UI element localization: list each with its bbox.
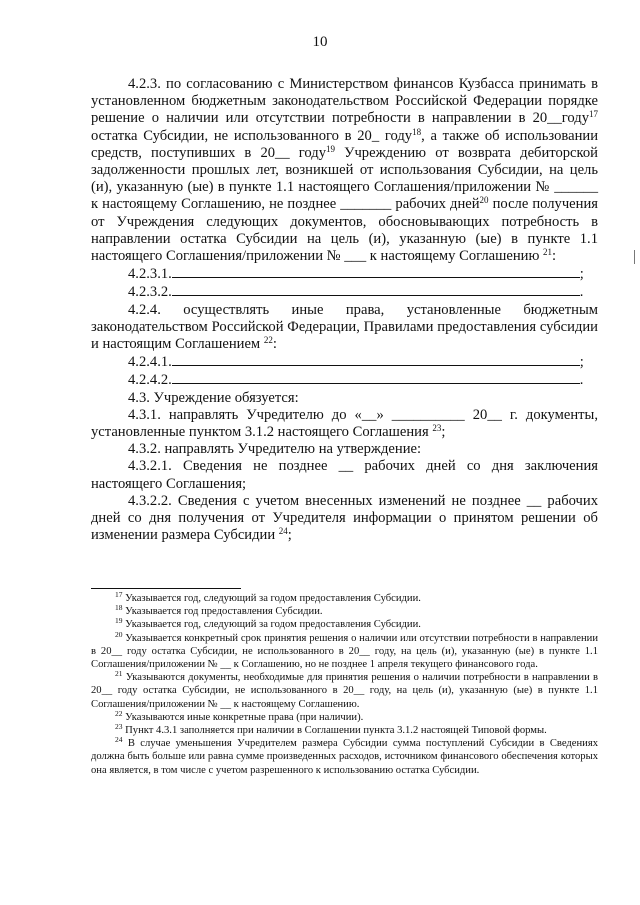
footnote-ref: 20: [479, 195, 489, 206]
footnote: $^{24}$ В случае уменьшения Учредителем размера Субсидии сумма поступлений Субсидии в Сведениях должна быть больше или равна сумме произведенных расходов, источником финансового обеспечения которых она является, в том числе с учетом разрешенного к использованию остатка Субсидии.: [91, 735, 598, 776]
footnote-ref: 19: [326, 143, 335, 154]
clause-4-3-2: 4.3.2. направлять Учредителю на утверждение:: [128, 441, 422, 458]
scan-mark: [634, 250, 635, 264]
footnote-ref: 21: [543, 247, 553, 258]
page-number: 10: [312, 34, 328, 50]
clause-4-3-1: 4.3.1. направлять Учредителю до «__» __________ 20__ г. документы, установленные пунктом 3.1.2 настоящего Соглашения $^{23}$;: [91, 406, 598, 441]
footnote-ref: 24: [278, 526, 288, 537]
footnote: $^{19}$ Указывается год, следующий за годом предоставления Субсидии.: [115, 616, 421, 631]
blank-line: [172, 265, 580, 278]
footnote: $^{22}$ Указываются иные конкретные права (при наличии).: [115, 708, 364, 723]
clause-4-2-3: 4.2.3. по согласованию с Министерством финансов Кузбасса принимать в установленном бюджетным законодательством Российской Федерации порядке решение о наличии или отсутствии потребности в направлении в 20__году$^{17}$ остатка Субсидии, не использованного в 20_ году$^{18}$, а также об использовании средств, поступивших в 20__ году$^{19}$ Учреждению от возврата дебиторской задолженности прошлых лет, возникшей от использования Субсидии, на цель (и), указанную (ые) в пункте 1.1 настоящего Соглашения/приложении № ______ к настоящему Соглашению, не позднее _______ рабочих дней$^{20}$ после получения от Учреждения следующих документов, обосновывающих потребность в направлении остатка Субсидии на цель (и), указанную (ые) в пункте 1.1 настоящего Соглашения/приложении № ___ к настоящему Соглашению $^{21}$:: [91, 76, 598, 265]
footnote-ref: 22: [263, 335, 273, 346]
footnote: $^{23}$ Пункт 4.3.1 заполняется при наличии в Соглашении пункта 3.1.2 настоящей Типовой формы.: [115, 722, 547, 737]
footnote: $^{18}$ Указывается год предоставления Субсидии.: [115, 603, 323, 618]
footnote-ref: 23: [432, 423, 442, 434]
footnote: $^{21}$ Указываются документы, необходимые для принятия решения о наличии потребности в направлении в 20__ году остатка Субсидии, не использованного в 20__ году, на цель (и), указанную (ые) в пункте 1.1 Соглашения/приложении № __ к настоящему Соглашению.: [91, 669, 598, 710]
footnote-separator: [91, 588, 241, 589]
clause-4-3: 4.3. Учреждение обязуется:: [128, 389, 299, 406]
blank-line: [172, 353, 580, 366]
clause-4-2-3-1: 4.2.3.1. ;: [128, 266, 584, 283]
footnote-ref: 18: [412, 126, 422, 137]
clause-4-2-3-2: 4.2.3.2. .: [128, 284, 584, 301]
blank-line: [172, 283, 580, 296]
blank-line: [172, 371, 580, 384]
clause-4-3-2-2: 4.3.2.2. Сведения с учетом внесенных изменений не позднее __ рабочих дней со дня получения от Учредителя информации о принятом решении об изменении размера Субсидии $^{24}$;: [91, 492, 598, 544]
footnote: $^{17}$ Указывается год, следующий за годом предоставления Субсидии.: [115, 590, 421, 604]
footnotes: [91, 592, 598, 777]
document-body: [91, 76, 598, 544]
clause-4-2-4-2: 4.2.4.2. .: [128, 372, 584, 389]
clause-4-2-4-1: 4.2.4.1. ;: [128, 354, 584, 371]
clause-4-2-4: 4.2.4. осуществлять иные права, установленные бюджетным законодательством Российской Федерации, Правилами предоставления субсидии и настоящим Соглашением $^{22}$:: [91, 301, 598, 353]
clause-4-3-2-1: 4.3.2.1. Сведения не позднее __ рабочих дней со дня заключения настоящего Соглашения;: [91, 458, 598, 492]
footnote: $^{20}$ Указывается конкретный срок принятия решения о наличии или отсутствии потребности в направлении в 20__ году остатка Субсидии, не использованного в 20__ году, на цель (и), указанную (ые) в пункте 1.1 Соглашения/приложении № __ к Соглашению, но не позднее 1 апреля текущего финансового года.: [91, 629, 598, 671]
footnote-ref: 17: [589, 109, 598, 120]
